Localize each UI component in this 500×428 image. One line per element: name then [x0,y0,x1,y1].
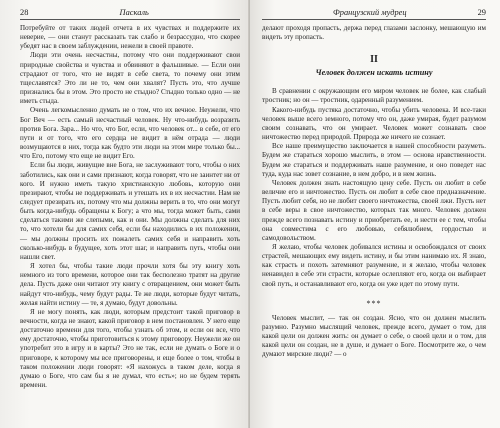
paragraph: Люди эти очень несчастны, потому что они поддерживают свои природные свойства и чувства и обвиняют в фальшивые. — Если они страдают от того, что не видят в себе света, то почему они этим тщеславятся? Это ли не то, чем они хвалят? Пусть это, что лучше признались бы в этом. Это просто не стыдно? Стыдно только одно — не иметь стыда. [20,51,240,106]
paragraph: В сравнении с окружающим его миром человек не более, как слабый тростник; но он — тростник, одаренный разумением. [262,87,486,105]
paragraph: Все наше преимущество заключается в нашей способности разуметь. Будем же стараться хорошо мыслить, в этом — основа нравственности. Будем же стараться и поддерживать наше разумение, и оно поведет нас туда, куда нас зовет сознание, в нем добро, и в нем жизнь. [262,142,486,178]
right-running-head [262,8,486,20]
paragraph: Я хотел бы, чтобы такие люди прочли хотя бы эту книгу хоть немного из того времени, которое они так бесполезно тратят на другие дела. Пусть даже они читают эту книгу с отвращением, они может быть найдут что-нибудь, чему будут рады. Те же люди, которые будут читать, желая найти истину — те, я думаю, будут довольны. [20,262,240,307]
page-number-right: 29 [477,8,486,17]
page-number-left: 28 [20,8,29,17]
paragraph: Очень легкомысленно думать не о том, что их вечное. Неужели, что Бог Веч — есть самый несчастный человек. Ну что-нибудь возразить против Бога. Зара... Но что, что Бог, если, что человек от... в себе, от его пути и от того, что его сердца не видит в нём отрада — люди возмущаются в них, тогда как будто эти люди на этом мире только бы... что Его, потому что еще не видит Его. [20,106,240,161]
right-page [250,0,500,428]
right-page-text [262,24,486,360]
paragraph: Я не могу понять, как люди, которым предстоит такой приговор в вечности, когда не знают, какой приговор в нем постановлен. У него еще достаточно времени для того, чтобы узнать об этом, и если он все, что ему достаточно, чтобы приготовиться к этому приговору. Неужели же он употребит это в игру и в карты? Это не так, если не думать о Боге и о приговоре, к которому мы все приговорены, и еще более о том, чтобы в таком положении люди говорят: «Я нахожусь в таком деле, когда я думаю о Боге, что сам бы я не думал, что есть»; но не будем терять времени. [20,307,240,390]
paragraph: Человек мыслит, — так он создан. Ясно, что он должен мыслить разумно. Разумно мыслящий человек, прежде всего, думает о том, для какой цели он должен жить: он думает о себе, о своей цели и о том, для какой цели он создан, не в душе, и думает о Боге. Посмотрите же, о чем думают мирские люди? — о [262,313,486,359]
paragraph: делают проходя пропасть, держа перед глазами заслонку, мешающую им видеть эту пропасть. [262,24,486,42]
running-title-left: Паскаль [119,8,149,17]
paragraph: Потребуйте от таких людей отчета в их чувствах и поддержите их неверие, — они станут рассказать так слабо и безрассудно, что скорее убедят нас в своем заблуждении, нежели в своей правоте. [20,24,240,51]
chapter-title: Человек должен искать истину [315,68,433,78]
chapter-number: II [370,54,378,66]
running-title-right: Французский мудрец [333,8,407,17]
section-separator: *** [366,298,382,308]
left-running-head [20,8,240,20]
left-page-text [20,24,240,390]
paragraph: Если бы люди, живущие вне Бога, не заслуживают того, чтобы о них заботились, как они и сами признают, когда говорят, что не заинтет ни от кого. И нужно иметь такую христианскую любовь, которую они презирают, чтобы не поддерживать и утешать их в их несчастии. Нам не следует презирать их, потому что мы должны верить в то, что они могут быть когда-нибудь обращены к Богу; а что мы, тогда может быть, сами сделаться такими же слепыми, как и они. Мы должны сделать для них то, что хотели бы для самих себя, если бы находились в их положении, — мы должны просить их пожалеть самих себя и направить хоть сколько-нибудь в будущее, хоть этот шаг, и направить путь, чтобы они нашли свет. [20,161,240,261]
paragraph: Человек должен знать настоящую цену себе. Пусть он любит в себе величие его и ничтожество. Пусть он любит в себе свое предназначение. Пусть любит себя, но не любит своего ничтожества, своей лжи. Пусть нет в себе веры в свое ничтожество, которых так много. Человек должен прежде всего познавать истину и приобретать ее, и нести ее с тем, чтобы она совместима с его любовью, себялюбием, гордостью и самодовольством. [262,178,486,242]
paragraph: Я желаю, чтобы человек добивался истины и освобождался от своих страстей, мешающих ему видеть истину, и бы этим нанимаю их. Я знаю, как страсть и похоть затемняют разумение, и я желаю, чтобы человек ненавидел в себе эти страсти, которые ослепляют его, когда он выбирает свой путь, и останавливают его, когда он уже идет по этому пути. [262,242,486,288]
paragraph: Какого-нибудь пустяка достаточно, чтобы убить человека. И все-таки человек выше всего земного, потому что он, даже умирая, будет разумом своим сознавать, что он умирает. Человек может сознавать свое ничтожество перед природой. Природа же ничего не сознает. [262,105,486,142]
